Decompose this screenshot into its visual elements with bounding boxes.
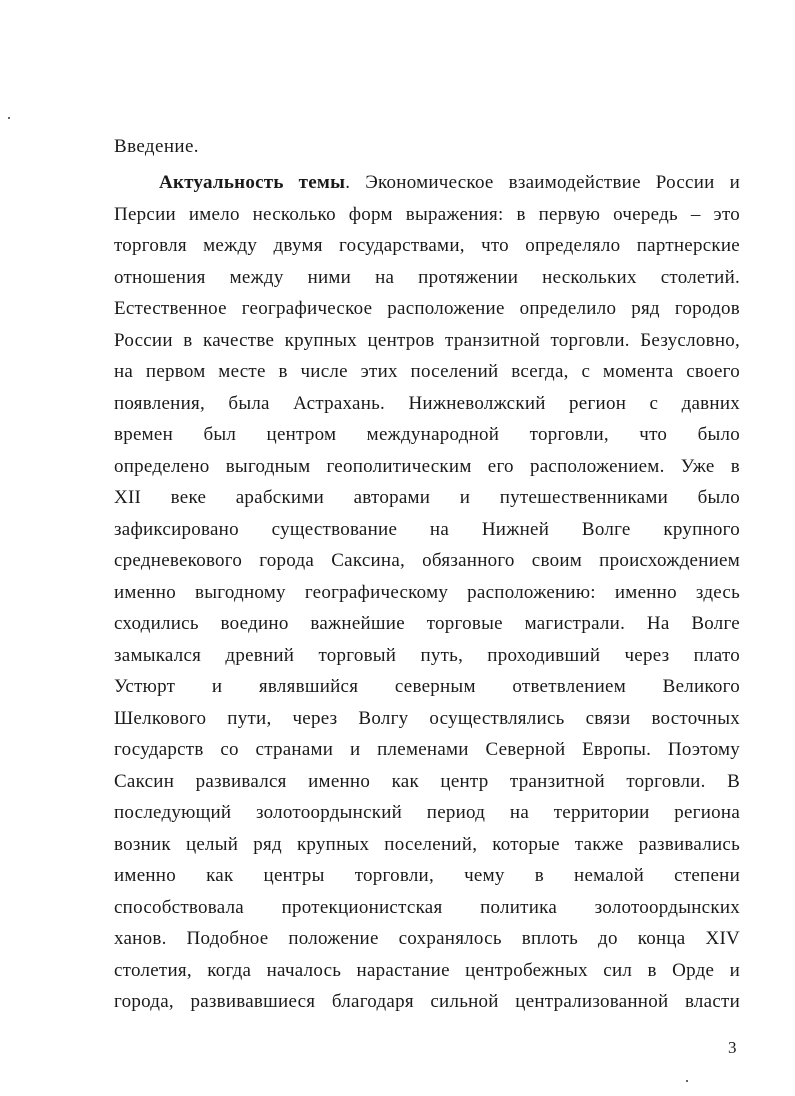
page-number: 3 xyxy=(728,1038,737,1057)
text-line: XII веке арабскими авторами и путешественниками было xyxy=(114,487,740,508)
text-line-content: . Экономическое взаимодействие России и xyxy=(345,172,740,193)
text-line: Естественное географическое расположение определило ряд городов xyxy=(114,298,740,319)
text-line: Устюрт и являвшийся северным ответвлением Великого xyxy=(114,676,740,697)
text-line: на первом месте в числе этих поселений всегда, с момента своего xyxy=(114,361,740,382)
text-line: средневекового города Саксина, обязанного своим происхождением xyxy=(114,550,740,571)
text-line: отношения между ними на протяжении нескольких столетий. xyxy=(114,266,740,288)
text-line: столетия, когда началось нарастание центробежных сил в Орде и xyxy=(114,959,740,981)
text-line: России в качестве крупных центров транзитной торговли. Безусловно, xyxy=(114,329,740,351)
text-line: последующий золотоордынский период на территории региона xyxy=(114,802,740,823)
text-line: времен был центром международной торговли, что было xyxy=(114,424,740,445)
text-line: сходились воедино важнейшие торговые магистрали. На Волге xyxy=(114,613,740,634)
text-line: именно выгодному географическому расположению: именно здесь xyxy=(114,581,740,603)
text-line: Саксин развивался именно как центр транзитной торговли. В xyxy=(114,770,740,792)
text-line: зафиксировано существование на Нижней Волге крупного xyxy=(114,518,740,540)
text-line: города, развивавшиеся благодаря сильной централизованной власти xyxy=(114,991,740,1012)
scan-speck xyxy=(686,1080,688,1082)
text-line: ханов. Подобное положение сохранялось вплоть до конца XIV xyxy=(114,928,740,949)
text-line: Шелкового пути, через Волгу осуществлялись связи восточных xyxy=(114,707,740,729)
text-line: государств со странами и племенами Северной Европы. Поэтому xyxy=(114,739,740,760)
text-line: определено выгодным геополитическим его расположением. Уже в xyxy=(114,455,740,477)
scan-speck xyxy=(8,117,10,119)
lead-term: Актуальность темы xyxy=(159,172,346,193)
text-line: Персии имело несколько форм выражения: в первую очередь – это xyxy=(114,203,740,225)
text-line: торговля между двумя государствами, что определяло партнерские xyxy=(114,235,740,256)
text-line: появления, была Астрахань. Нижневолжский регион с давних xyxy=(114,392,740,414)
text-line xyxy=(114,167,740,199)
text-line: замыкался древний торговый путь, проходивший через плато xyxy=(114,644,740,666)
text-line: именно как центры торговли, чему в немалой степени xyxy=(114,865,740,886)
text-line: возник целый ряд крупных поселений, которые также развивались xyxy=(114,833,740,855)
section-heading: Введение. xyxy=(114,136,199,157)
text-line: способствовала протекционистская политика золотоордынских xyxy=(114,896,740,918)
body-text xyxy=(114,167,740,1018)
